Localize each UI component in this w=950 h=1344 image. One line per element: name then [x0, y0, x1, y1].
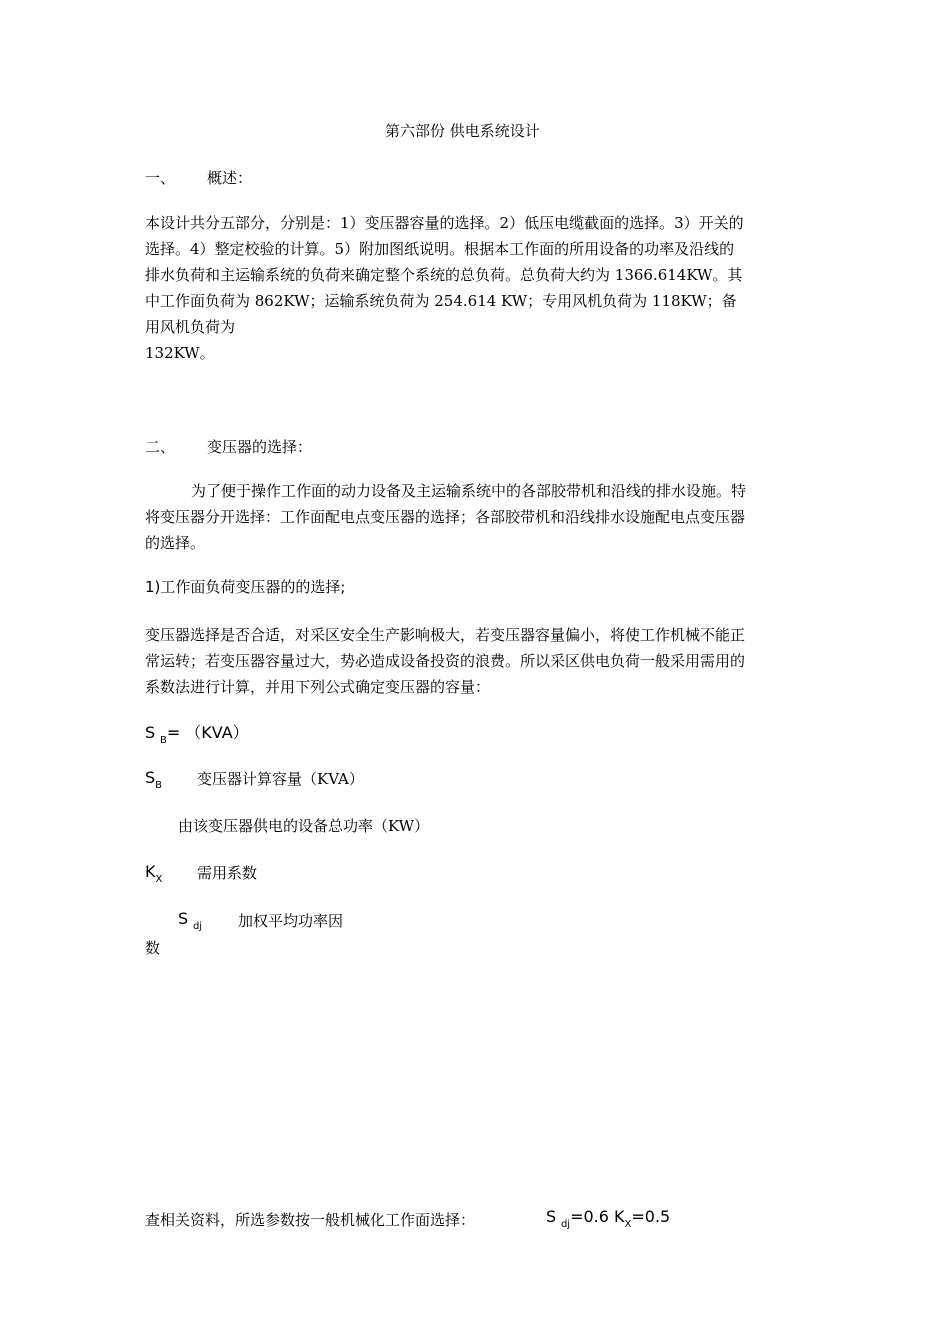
param-x-subscript: X — [624, 1219, 632, 1230]
kx-description: 需用系数 — [197, 864, 258, 882]
formula-symbol: S — [145, 723, 156, 742]
definition-kx — [145, 862, 163, 885]
section2-line: 为了便于操作工作面的动力设备及主运输系统中的各部胶带机和沿线的排水设施。特 — [191, 482, 747, 500]
section2-para2-line: 系数法进行计算，并用下列公式确定变压器的容量： — [145, 678, 491, 696]
section2-line: 的选择。 — [145, 534, 206, 552]
sb-description: 变压器计算容量（KVA） — [197, 770, 364, 788]
section1-line: 排水负荷和主运输系统的负荷来确定整个系统的总负荷。总负荷大约为 1366.614KW。其 — [145, 266, 743, 284]
param-eq1: =0.6 K — [570, 1207, 625, 1226]
section1-line: 用风机负荷为 — [145, 318, 236, 336]
param-eq2: =0.5 — [631, 1207, 671, 1226]
section1-line: 中工作面负荷为 862KW；运输系统负荷为 254.614 KW；专用风机负荷为 118KW；备 — [145, 292, 737, 310]
section2-para2-line: 常运转；若变压器容量过大，势必造成设备投资的浪费。所以采区供电负荷一般采用需用的 — [145, 652, 746, 670]
kx-subscript: X — [155, 874, 163, 885]
kx-symbol: K — [145, 862, 156, 881]
section2-paragraph2 — [145, 622, 810, 700]
section1-line: 132KW。 — [145, 344, 215, 362]
param-dj-subscript: dj — [560, 1219, 571, 1230]
section2-paragraph — [145, 478, 810, 556]
sdj-symbol: S — [178, 909, 189, 928]
sdj-subscript: dj — [192, 921, 203, 932]
parameter-note: 查相关资料，所选参数按一般机械化工作面选择： — [145, 1211, 476, 1229]
section2-heading: 变压器的选择： — [207, 438, 313, 456]
sub-heading: 1)工作面负荷变压器的的选择; — [145, 578, 346, 596]
section1-heading: 概述： — [207, 169, 253, 187]
sdj-description: 加权平均功率因 — [238, 912, 344, 930]
sb-subscript: B — [155, 780, 163, 791]
section1-line: 选择。4）整定校验的计算。5）附加图纸说明。根据本工作面的所用设备的功率及沿线的 — [145, 240, 735, 258]
section1-number: 一、 — [145, 169, 176, 187]
section2-para2-line: 变压器选择是否合适，对采区安全生产影响极大，若变压器容量偏小，将使工作机械不能正 — [145, 626, 746, 644]
section1-line: 本设计共分五部分，分别是：1）变压器容量的选择。2）低压电缆截面的选择。3）开关的 — [145, 214, 744, 232]
page-title: 第六部份 供电系统设计 — [385, 122, 540, 140]
section2-line: 将变压器分开选择：工作面配电点变压器的选择；各部胶带机和沿线排水设施配电点变压器 — [145, 508, 746, 526]
pe-description: 由该变压器供电的设备总功率（KW） — [178, 817, 430, 835]
param-s-symbol: S — [546, 1207, 557, 1226]
definition-sb — [145, 768, 163, 791]
section1-paragraph — [145, 210, 810, 366]
sb-symbol: S — [145, 768, 156, 787]
formula-rest: = （KVA） — [166, 723, 249, 742]
section2-number: 二、 — [145, 438, 176, 456]
formula — [145, 720, 249, 746]
definition-sdj — [178, 909, 203, 932]
parameter-values — [546, 1207, 671, 1230]
formula-subscript: B — [159, 735, 167, 746]
sdj-description-cont: 数 — [145, 939, 161, 957]
